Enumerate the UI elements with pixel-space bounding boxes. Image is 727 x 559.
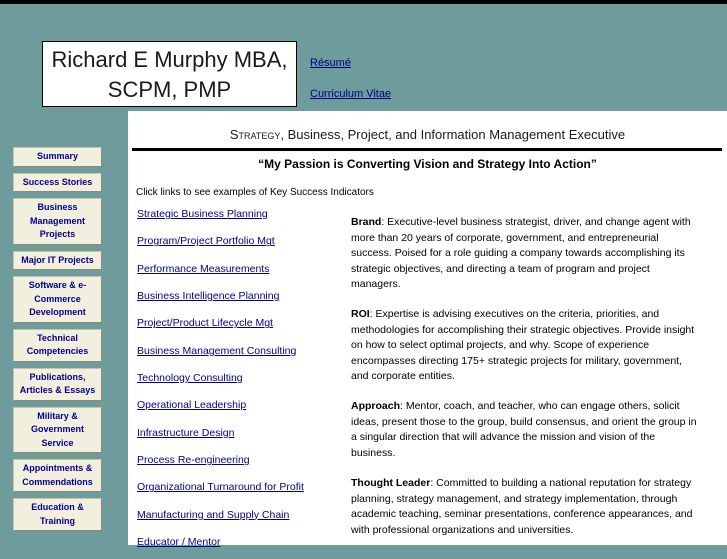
- link-business-intelligence[interactable]: Business Intelligence Planning: [137, 290, 280, 303]
- sidebar-item-business-management-projects[interactable]: Business Management Projects: [13, 198, 102, 245]
- list-item: [137, 505, 304, 532]
- sidebar-item-military-government[interactable]: Military & Government Service: [13, 407, 102, 454]
- main-content: [128, 111, 727, 549]
- resume-link[interactable]: Résumé: [310, 57, 351, 69]
- passion-heading: “My Passion is Converting Vision and Strategy Into Action”: [258, 157, 597, 171]
- tagline-rest: , Business, Project, and Information Management Executive: [280, 127, 626, 142]
- sidebar-item-success-stories[interactable]: Success Stories: [13, 173, 102, 193]
- paragraph-label: Thought Leader: [351, 477, 431, 489]
- sidebar-item-software-ecommerce[interactable]: Software & e-Commerce Development: [13, 276, 102, 323]
- paragraph-text: : Expertise is advising executives on the criteria, priorities, and methodologies for accomplishing their strategic objectives. Provide insight on how to select optimal projects, and why. Scope of experience encompasses directing 175+ strategic projects for military, government, and corporate entities.: [351, 308, 695, 382]
- link-technology-consulting[interactable]: Technology Consulting: [137, 372, 243, 385]
- list-item: [137, 395, 304, 422]
- link-business-consulting[interactable]: Business Management Consulting: [137, 344, 297, 357]
- paragraph-label: Brand: [351, 216, 382, 228]
- sidebar-item-publications[interactable]: Publications, Articles & Essays: [13, 368, 102, 401]
- paragraph-brand: [351, 215, 701, 293]
- paragraph-thought-leader: [351, 476, 701, 538]
- sidebar-item-major-it-projects[interactable]: Major IT Projects: [13, 251, 102, 271]
- paragraph-label: ROI: [351, 308, 370, 320]
- link-organizational-turnaround[interactable]: Organizational Turnaround for Profit: [137, 481, 304, 494]
- list-item: [137, 423, 304, 450]
- name-line-1: Richard E Murphy MBA,: [51, 47, 288, 72]
- sidebar-item-appointments[interactable]: Appointments & Commendations: [13, 459, 102, 492]
- link-operational-leadership[interactable]: Operational Leadership: [137, 399, 247, 412]
- link-portfolio-mgt[interactable]: Program/Project Portfolio Mgt: [137, 235, 275, 248]
- link-performance-measurements[interactable]: Performance Measurements: [137, 262, 270, 275]
- click-instruction: Click links to see examples of Key Success Indicators: [136, 187, 374, 198]
- list-item: [137, 341, 304, 368]
- list-item: [137, 313, 304, 340]
- paragraph-roi: [351, 307, 701, 385]
- sidebar-item-summary[interactable]: Summary: [13, 147, 102, 167]
- list-item: [137, 259, 304, 286]
- link-infrastructure-design[interactable]: Infrastructure Design: [137, 426, 235, 439]
- top-border: [0, 0, 727, 4]
- link-process-reengineering[interactable]: Process Re-engineering: [137, 454, 250, 467]
- page-tagline: [128, 127, 727, 142]
- curriculum-vitae-link[interactable]: Curriculum Vitae: [310, 88, 392, 100]
- list-item: [137, 532, 304, 559]
- sidebar-nav: [13, 147, 102, 537]
- divider: [132, 148, 722, 151]
- sidebar-item-technical-competencies[interactable]: Technical Competencies: [13, 329, 102, 362]
- paragraph-text: : Committed to building a national reputation for strategy planning, strategy management, and strategy implementation, through academic teaching, seminar presentations, conference appearances, and with professional organizations and universities.: [351, 477, 693, 536]
- list-item: [137, 204, 304, 231]
- link-strategic-business-planning[interactable]: Strategic Business Planning: [137, 208, 268, 220]
- link-manufacturing-supply-chain[interactable]: Manufacturing and Supply Chain: [137, 508, 290, 521]
- paragraph-text: : Mentor, coach, and teacher, who can engage others, solicit ideas, present those to the group, build consensus, and orient the group in a singular direction that will advance the mission and vision of the business.: [351, 400, 697, 459]
- kpi-link-list: [137, 204, 304, 559]
- link-educator-mentor[interactable]: Educator / Mentor: [137, 536, 221, 549]
- list-item: [137, 231, 304, 258]
- link-lifecycle-mgt[interactable]: Project/Product Lifecycle Mgt: [137, 317, 273, 330]
- list-item: [137, 450, 304, 477]
- name-line-2: SCPM, PMP: [107, 77, 232, 102]
- list-item: [137, 286, 304, 313]
- tagline-smallcaps: Strategy: [229, 127, 281, 142]
- paragraph-text: : Executive-level business strategist, driver, and change agent with more than 20 years of corporate, government, and entrepreneurial success. Poised for a role guiding a company towards accomplishing its strategic objectives, and directing a team of program and project managers.: [351, 216, 691, 290]
- list-item: [137, 368, 304, 395]
- list-item: [137, 477, 304, 504]
- paragraph-label: Approach: [351, 400, 401, 412]
- paragraph-approach: [351, 399, 701, 461]
- name-banner: [42, 41, 297, 107]
- sidebar-item-education[interactable]: Education & Training: [13, 498, 102, 531]
